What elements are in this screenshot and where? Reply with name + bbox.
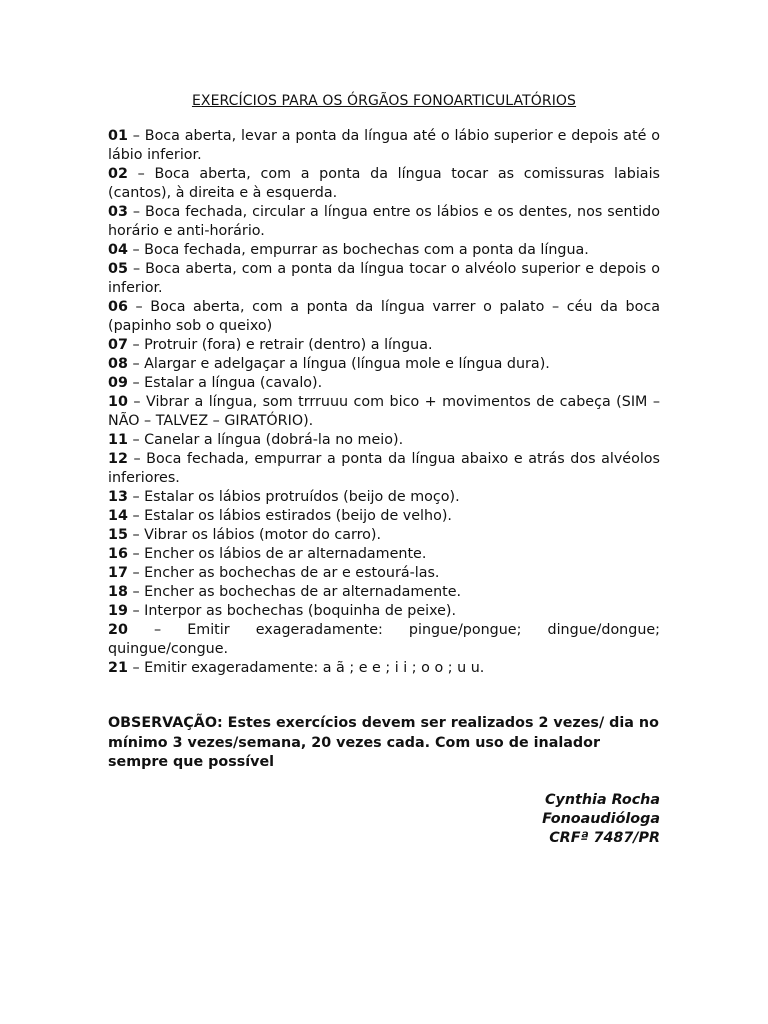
exercise-number: 16: [108, 546, 128, 562]
exercise-text: – Boca fechada, circular a língua entre os lábios e os dentes, nos sentido horário e anti-horário.: [108, 204, 660, 239]
document-page: [108, 93, 660, 848]
exercise-text: – Encher as bochechas de ar alternadamente.: [127, 584, 462, 600]
document-title: EXERCÍCIOS PARA OS ÓRGÃOS FONOARTICULATÓRIOS: [191, 93, 577, 109]
exercise-text: – Estalar os lábios protruídos (beijo de moço).: [127, 489, 460, 505]
exercise-number: 01: [108, 128, 128, 144]
exercise-item: [108, 165, 660, 203]
exercise-number: 05: [108, 261, 128, 277]
exercise-item: [108, 602, 660, 621]
exercise-number: 17: [108, 565, 128, 581]
exercise-number: 18: [108, 584, 128, 600]
exercise-number: 07: [108, 337, 128, 353]
exercise-number: 20: [108, 622, 128, 638]
exercise-number: 06: [108, 299, 128, 315]
exercise-item: [108, 583, 660, 602]
exercise-text: – Vibrar os lábios (motor do carro).: [127, 527, 382, 543]
exercise-text: – Encher os lábios de ar alternadamente.: [127, 546, 427, 562]
exercise-item: [108, 336, 660, 355]
exercise-item: [108, 393, 660, 431]
exercise-number: 04: [108, 242, 128, 258]
signature-block: [108, 791, 660, 848]
exercise-number: 12: [108, 451, 128, 467]
exercise-text: – Boca aberta, levar a ponta da língua até o lábio superior e depois até o lábio inferior.: [108, 128, 660, 163]
exercise-item: [108, 203, 660, 241]
exercise-number: 02: [108, 166, 128, 182]
exercise-number: 15: [108, 527, 128, 543]
exercise-text: – Interpor as bochechas (boquinha de peixe).: [127, 603, 457, 619]
exercise-text: – Vibrar a língua, som trrruuu com bico + movimentos de cabeça (SIM – NÃO – TALVEZ – GIRATÓRIO).: [108, 394, 660, 429]
exercise-number: 19: [108, 603, 128, 619]
exercise-text: – Encher as bochechas de ar e estourá-las.: [127, 565, 440, 581]
exercise-item: [108, 450, 660, 488]
exercise-text: – Protruir (fora) e retrair (dentro) a língua.: [127, 337, 433, 353]
exercise-item: [108, 621, 660, 659]
exercise-item: [108, 526, 660, 545]
exercise-text: – Emitir exageradamente: pingue/pongue; dingue/dongue; quingue/congue.: [108, 622, 660, 657]
exercise-number: 21: [108, 660, 128, 676]
exercise-text: – Boca fechada, empurrar as bochechas com a ponta da língua.: [127, 242, 589, 258]
exercise-text: – Alargar e adelgaçar a língua (língua mole e língua dura).: [127, 356, 550, 372]
observation-note: OBSERVAÇÃO: Estes exercícios devem ser realizados 2 vezes/ dia no mínimo 3 vezes/semana, 20 vezes cada. Com uso de inalador sempre que possível: [108, 715, 659, 770]
exercise-item: [108, 488, 660, 507]
exercise-number: 14: [108, 508, 128, 524]
signature-name: Cynthia Rocha: [545, 791, 660, 808]
exercise-text: – Boca aberta, com a ponta da língua tocar o alvéolo superior e depois o inferior.: [108, 261, 660, 296]
exercise-item: [108, 507, 660, 526]
exercise-item: [108, 564, 660, 583]
exercise-item: [108, 298, 660, 336]
exercise-item: [108, 241, 660, 260]
exercise-item: [108, 545, 660, 564]
exercise-text: – Canelar a língua (dobrá-la no meio).: [127, 432, 404, 448]
exercise-number: 03: [108, 204, 128, 220]
exercise-number: 09: [108, 375, 128, 391]
exercise-text: – Estalar os lábios estirados (beijo de velho).: [127, 508, 452, 524]
signature-role: Fonoaudióloga: [542, 810, 660, 827]
exercise-text: – Estalar a língua (cavalo).: [127, 375, 323, 391]
exercise-number: 08: [108, 356, 128, 372]
exercise-text: – Boca aberta, com a ponta da língua varrer o palato – céu da boca (papinho sob o queixo): [108, 299, 660, 334]
exercise-item: [108, 431, 660, 450]
exercise-text: – Boca fechada, empurrar a ponta da língua abaixo e atrás dos alvéolos inferiores.: [108, 451, 660, 486]
exercise-item: [108, 659, 660, 678]
exercise-text: – Emitir exageradamente: a ã ; e e ; i i ; o o ; u u.: [127, 660, 485, 676]
exercise-item: [108, 374, 660, 393]
exercise-number: 10: [108, 394, 128, 410]
exercise-number: 11: [108, 432, 128, 448]
exercise-item: [108, 127, 660, 165]
exercise-text: – Boca aberta, com a ponta da língua tocar as comissuras labiais (cantos), à direita e à esquerda.: [108, 166, 660, 201]
exercise-item: [108, 355, 660, 374]
exercise-item: [108, 260, 660, 298]
exercise-list: [108, 127, 660, 678]
exercise-number: 13: [108, 489, 128, 505]
signature-registration: CRFª 7487/PR: [549, 829, 660, 846]
